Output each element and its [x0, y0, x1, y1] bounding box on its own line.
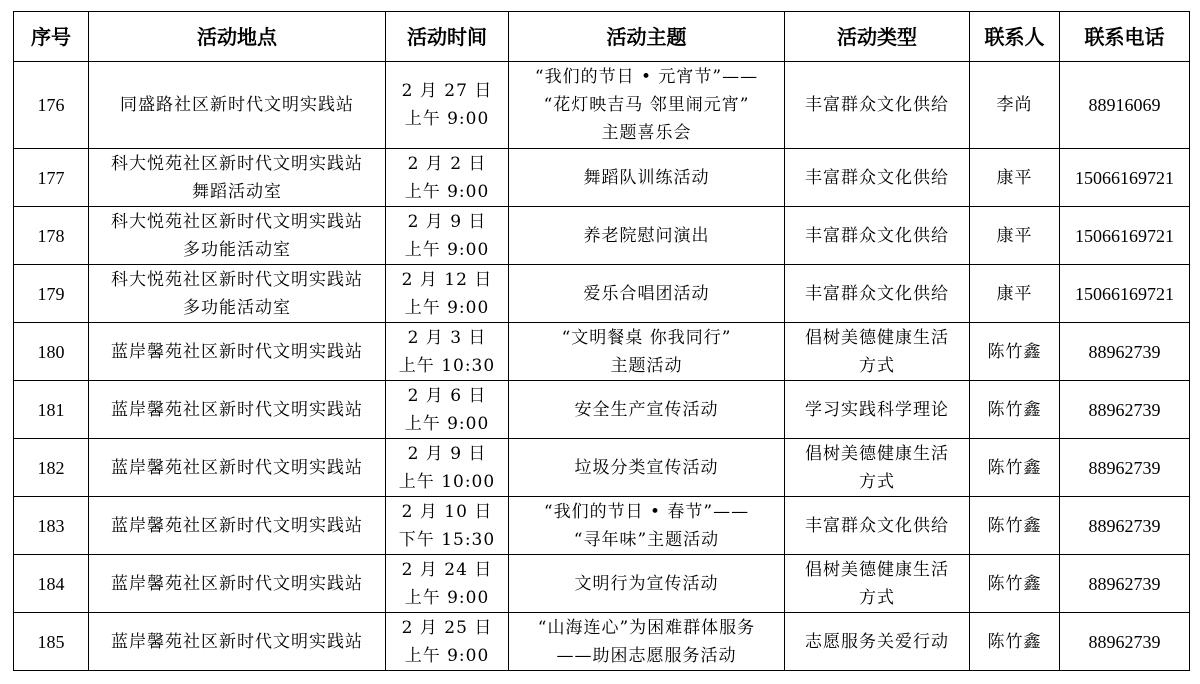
cell-time-line: 上午 9:00 — [404, 297, 490, 318]
cell-time-line: 2 月 6 日 — [407, 385, 487, 406]
cell-location-line: 科大悦苑社区新时代文明实践站 — [111, 211, 363, 232]
cell-theme-line: “山海连心”为困难群体服务 — [537, 617, 756, 638]
cell-theme — [509, 149, 785, 207]
cell-time — [386, 207, 509, 265]
header-location: 活动地点 — [89, 12, 386, 62]
cell-contact: 康平 — [970, 207, 1060, 265]
header-contact: 联系人 — [970, 12, 1060, 62]
cell-time-line: 2 月 24 日 — [401, 559, 493, 580]
cell-contact: 康平 — [970, 265, 1060, 323]
cell-time-line: 上午 9:00 — [404, 239, 490, 260]
cell-serial-no: 185 — [14, 613, 89, 671]
cell-contact: 陈竹鑫 — [970, 555, 1060, 613]
cell-phone: 15066169721 — [1060, 207, 1190, 265]
cell-time-line: 2 月 27 日 — [401, 81, 493, 101]
cell-theme-line: 舞蹈队训练活动 — [583, 167, 710, 188]
cell-type-line: 倡树美德健康生活 — [805, 443, 949, 464]
cell-location — [89, 555, 386, 613]
cell-phone: 88962739 — [1060, 555, 1190, 613]
cell-type-line: 丰富群众文化供给 — [805, 515, 949, 536]
cell-theme — [509, 207, 785, 265]
cell-type-line: 方式 — [859, 587, 895, 608]
table-row — [14, 439, 1190, 497]
cell-theme-line: 垃圾分类宣传活动 — [574, 457, 719, 478]
cell-serial-no: 176 — [14, 62, 89, 149]
cell-contact: 康平 — [970, 149, 1060, 207]
cell-time-line: 下午 15:30 — [398, 529, 496, 550]
cell-contact: 陈竹鑫 — [970, 381, 1060, 439]
cell-contact: 陈竹鑫 — [970, 497, 1060, 555]
cell-location-line: 同盛路社区新时代文明实践站 — [120, 95, 354, 115]
cell-theme — [509, 439, 785, 497]
cell-contact: 李尚 — [970, 62, 1060, 149]
cell-phone: 15066169721 — [1060, 265, 1190, 323]
cell-type — [785, 439, 970, 497]
cell-time — [386, 149, 509, 207]
cell-location-line: 蓝岸馨苑社区新时代文明实践站 — [111, 515, 363, 536]
cell-type-line: 丰富群众文化供给 — [805, 283, 949, 304]
cell-time — [386, 381, 509, 439]
cell-location-line: 蓝岸馨苑社区新时代文明实践站 — [111, 399, 363, 420]
table-header — [14, 12, 1190, 62]
cell-phone: 88916069 — [1060, 62, 1190, 149]
cell-location-line: 多功能活动室 — [183, 239, 291, 260]
cell-location — [89, 323, 386, 381]
cell-time — [386, 323, 509, 381]
cell-location — [89, 207, 386, 265]
cell-time-line: 2 月 9 日 — [407, 211, 487, 232]
table-row — [14, 381, 1190, 439]
cell-time-line: 上午 9:00 — [404, 181, 490, 202]
cell-phone: 88962739 — [1060, 439, 1190, 497]
cell-time-line: 2 月 25 日 — [401, 617, 493, 638]
table-row — [14, 207, 1190, 265]
cell-theme — [509, 555, 785, 613]
cell-type — [785, 497, 970, 555]
cell-contact: 陈竹鑫 — [970, 439, 1060, 497]
cell-time — [386, 62, 509, 149]
header-serial-no: 序号 — [14, 12, 89, 62]
cell-time-line: 上午 10:30 — [398, 355, 496, 376]
cell-time-line: 2 月 2 日 — [407, 153, 487, 174]
cell-type — [785, 323, 970, 381]
cell-theme-line: “花灯映吉马 邻里闹元宵” — [543, 95, 750, 115]
table-row — [14, 62, 1190, 149]
cell-serial-no: 183 — [14, 497, 89, 555]
cell-location-line: 蓝岸馨苑社区新时代文明实践站 — [111, 631, 363, 652]
cell-type — [785, 381, 970, 439]
cell-theme — [509, 497, 785, 555]
cell-theme — [509, 381, 785, 439]
cell-type-line: 倡树美德健康生活 — [805, 559, 949, 580]
cell-location-line: 科大悦苑社区新时代文明实践站 — [111, 153, 363, 174]
cell-theme — [509, 323, 785, 381]
cell-theme-line: 主题喜乐会 — [601, 123, 692, 143]
cell-theme-line: “文明餐桌 你我同行” — [561, 327, 732, 348]
cell-serial-no: 177 — [14, 149, 89, 207]
cell-type-line: 丰富群众文化供给 — [805, 95, 949, 115]
cell-location-line: 蓝岸馨苑社区新时代文明实践站 — [111, 341, 363, 362]
cell-location — [89, 149, 386, 207]
cell-theme-line: 主题活动 — [610, 355, 683, 376]
table-body — [14, 62, 1190, 671]
cell-type-line: 丰富群众文化供给 — [805, 167, 949, 188]
activity-schedule-table — [13, 11, 1190, 671]
cell-theme-line: “我们的节日 • 春节”—— — [543, 501, 750, 522]
cell-phone: 88962739 — [1060, 497, 1190, 555]
cell-time — [386, 497, 509, 555]
cell-time-line: 2 月 12 日 — [401, 269, 493, 290]
header-row — [14, 12, 1190, 62]
cell-type — [785, 613, 970, 671]
cell-type-line: 倡树美德健康生活 — [805, 327, 949, 348]
cell-time-line: 2 月 3 日 — [407, 327, 487, 348]
cell-serial-no: 180 — [14, 323, 89, 381]
cell-time — [386, 613, 509, 671]
header-type: 活动类型 — [785, 12, 970, 62]
table-row — [14, 323, 1190, 381]
cell-theme-line: 安全生产宣传活动 — [574, 399, 719, 420]
table-row — [14, 149, 1190, 207]
cell-location-line: 蓝岸馨苑社区新时代文明实践站 — [111, 573, 363, 594]
cell-type-line: 学习实践科学理论 — [805, 399, 949, 420]
cell-location — [89, 62, 386, 149]
cell-location — [89, 381, 386, 439]
cell-theme-line: “寻年味”主题活动 — [573, 529, 720, 550]
cell-location — [89, 497, 386, 555]
cell-type-line: 方式 — [859, 355, 895, 376]
cell-theme-line: ——助困志愿服务活动 — [556, 645, 737, 666]
cell-location-line: 科大悦苑社区新时代文明实践站 — [111, 269, 363, 290]
cell-contact: 陈竹鑫 — [970, 613, 1060, 671]
cell-type-line: 方式 — [859, 471, 895, 492]
cell-contact: 陈竹鑫 — [970, 323, 1060, 381]
cell-time-line: 上午 9:00 — [404, 109, 490, 129]
cell-type — [785, 149, 970, 207]
cell-time-line: 上午 9:00 — [404, 645, 490, 666]
table-row — [14, 555, 1190, 613]
cell-type — [785, 555, 970, 613]
cell-theme — [509, 265, 785, 323]
cell-location — [89, 439, 386, 497]
cell-time-line: 上午 10:00 — [398, 471, 496, 492]
header-theme: 活动主题 — [509, 12, 785, 62]
cell-location-line: 蓝岸馨苑社区新时代文明实践站 — [111, 457, 363, 478]
cell-time — [386, 265, 509, 323]
cell-location-line: 舞蹈活动室 — [192, 181, 282, 202]
cell-serial-no: 179 — [14, 265, 89, 323]
table-row — [14, 497, 1190, 555]
cell-type-line: 丰富群众文化供给 — [805, 225, 949, 246]
cell-phone: 88962739 — [1060, 613, 1190, 671]
cell-serial-no: 182 — [14, 439, 89, 497]
cell-location-line: 多功能活动室 — [183, 297, 291, 318]
cell-time-line: 2 月 9 日 — [407, 443, 487, 464]
cell-type — [785, 207, 970, 265]
cell-serial-no: 178 — [14, 207, 89, 265]
cell-location — [89, 613, 386, 671]
cell-type-line: 志愿服务关爱行动 — [805, 631, 949, 652]
header-time: 活动时间 — [386, 12, 509, 62]
cell-time — [386, 555, 509, 613]
cell-phone: 15066169721 — [1060, 149, 1190, 207]
cell-theme-line: 爱乐合唱团活动 — [583, 283, 710, 304]
cell-theme — [509, 613, 785, 671]
header-phone: 联系电话 — [1060, 12, 1190, 62]
cell-type — [785, 265, 970, 323]
cell-serial-no: 184 — [14, 555, 89, 613]
cell-type — [785, 62, 970, 149]
cell-time-line: 上午 9:00 — [404, 413, 490, 434]
cell-time-line: 2 月 10 日 — [401, 501, 493, 522]
cell-theme — [509, 62, 785, 149]
cell-time — [386, 439, 509, 497]
cell-phone: 88962739 — [1060, 323, 1190, 381]
table-row — [14, 265, 1190, 323]
table-row — [14, 613, 1190, 671]
cell-location — [89, 265, 386, 323]
cell-theme-line: “我们的节日 • 元宵节”—— — [534, 67, 759, 87]
cell-phone: 88962739 — [1060, 381, 1190, 439]
cell-serial-no: 181 — [14, 381, 89, 439]
cell-theme-line: 文明行为宣传活动 — [574, 573, 719, 594]
cell-time-line: 上午 9:00 — [404, 587, 490, 608]
cell-theme-line: 养老院慰问演出 — [583, 225, 710, 246]
